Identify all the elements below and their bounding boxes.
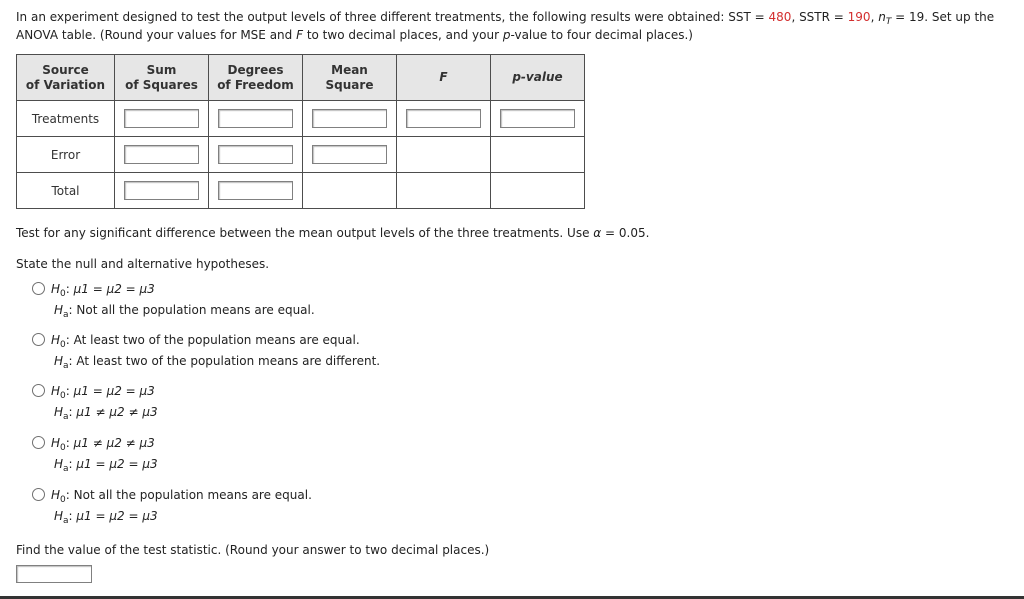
radio-button[interactable]: [32, 488, 45, 501]
header-sum-of-squares: Sum of Squares: [115, 55, 209, 101]
hypothesis-option-4[interactable]: $H_0$: μ1 ≠ μ2 ≠ μ3: [32, 436, 155, 450]
header-p-value: p-value: [491, 55, 585, 101]
test-instruction: Test for any significant difference between the mean output levels of the three treatments. Use α = 0.05.: [16, 226, 650, 240]
empty-cell: [491, 173, 585, 209]
statistic-prompt: Find the value of the test statistic. (Round your answer to two decimal places.): [16, 543, 490, 557]
radio-button[interactable]: [32, 436, 45, 449]
radio-button[interactable]: [32, 282, 45, 295]
empty-cell: [397, 137, 491, 173]
hypothesis-option-2[interactable]: $H_0$: At least two of the population means are equal.: [32, 333, 360, 347]
error-ms-input[interactable]: [312, 145, 387, 164]
header-degrees-of-freedom: Degrees of Freedom: [209, 55, 303, 101]
empty-cell: [303, 173, 397, 209]
row-total: [17, 173, 585, 209]
alt-hypothesis-1: $H_a$: Not all the population means are equal.: [54, 303, 315, 320]
treatments-ms-input[interactable]: [312, 109, 387, 128]
alt-hypothesis-4: $H_a$: μ1 = μ2 = μ3: [54, 457, 158, 474]
alt-hypothesis-2: $H_a$: At least two of the population means are different.: [54, 354, 381, 371]
empty-cell: [397, 173, 491, 209]
sst-value: 480: [768, 10, 792, 24]
header-f: F: [397, 55, 491, 101]
error-ss-input[interactable]: [124, 145, 199, 164]
sstr-value: 190: [847, 10, 871, 24]
total-ss-input[interactable]: [124, 181, 199, 200]
row-error: [17, 137, 585, 173]
anova-header-row: [17, 55, 585, 101]
total-df-input[interactable]: [218, 181, 293, 200]
treatments-df-input[interactable]: [218, 109, 293, 128]
hypothesis-option-1[interactable]: $H_0$: μ1 = μ2 = μ3: [32, 282, 155, 296]
hypothesis-option-3[interactable]: $H_0$: μ1 = μ2 = μ3: [32, 384, 155, 398]
treatments-ss-input[interactable]: [124, 109, 199, 128]
header-source: Source of Variation: [17, 55, 115, 101]
hypothesis-option-5[interactable]: $H_0$: Not all the population means are equal.: [32, 488, 312, 502]
test-statistic-input[interactable]: [16, 565, 92, 583]
radio-button[interactable]: [32, 333, 45, 346]
problem-intro: In an experiment designed to test the output levels of three different treatments, the following results were obtained: SST = 480, SSTR = 190, $n_T = 19$. Set up the ANOVA table. (Round your values for MSE and F to two decimal places, and your p-value to four decimal places.): [16, 10, 995, 42]
empty-cell: [491, 137, 585, 173]
row-label-treatments: Treatments: [17, 101, 115, 137]
row-label-error: Error: [17, 137, 115, 173]
alt-hypothesis-3: $H_a$: μ1 ≠ μ2 ≠ μ3: [54, 405, 158, 422]
anova-table: [16, 54, 585, 209]
header-mean-square: Mean Square: [303, 55, 397, 101]
hypotheses-prompt: State the null and alternative hypotheses.: [16, 257, 270, 271]
row-label-total: Total: [17, 173, 115, 209]
alt-hypothesis-5: $H_a$: μ1 = μ2 = μ3: [54, 509, 158, 526]
row-treatments: [17, 101, 585, 137]
error-df-input[interactable]: [218, 145, 293, 164]
p-value-input[interactable]: [500, 109, 575, 128]
f-input[interactable]: [406, 109, 481, 128]
radio-button[interactable]: [32, 384, 45, 397]
